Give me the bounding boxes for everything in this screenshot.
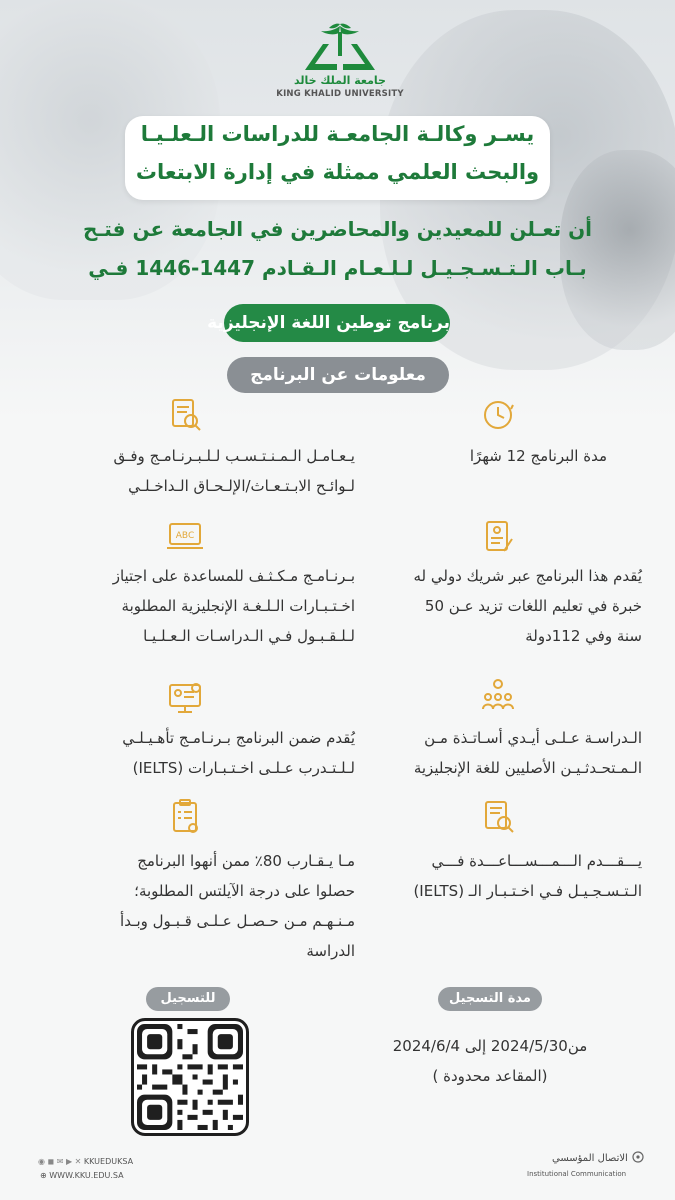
registration-dates: من2024/5/30 إلى 2024/6/4: [392, 1037, 588, 1055]
duration-text: مدة البرنامج 12 شهرًا: [469, 447, 607, 465]
certificate-icon: [478, 517, 518, 557]
clock-icon: [478, 395, 518, 435]
heading-line-1: يسـر وكالـة الجامعـة للدراسات الـعلـيـا: [140, 122, 535, 146]
globe-icon: ⊕: [40, 1171, 50, 1180]
qr-code-icon: [137, 1024, 243, 1130]
communication-logo-icon: [631, 1150, 645, 1164]
heading-line-2: والبحث العلمي ممثلة في إدارة الابتعاث: [135, 160, 540, 184]
department-arabic: الاتصال المؤسسي: [552, 1153, 628, 1164]
palm-logo-icon: [285, 20, 395, 76]
monitor-profile-icon: [165, 678, 205, 718]
website-link[interactable]: ⊕ WWW.KKU.EDU.SA: [40, 1171, 124, 1180]
program-name-badge: برنامج توطين اللغة الإنجليزية: [224, 304, 450, 342]
regulation-text: يـعـامـل الـمـنـتـسـب لـلـبـرنـامـج وفـق لـوائـح الابـتـعـاث/الإلـحـاق الـداخـلـي: [113, 447, 355, 495]
heading-line-3: أن تعـلن للمعيدين والمحاضرين في الجامعة عن فتـح: [82, 217, 593, 241]
teachers-group-icon: [478, 675, 518, 715]
success-text: مـا يـقـارب 80٪ ممن أنهوا البرنامج حصلوا على درجة الآيلتس المطلوبة؛ مـنـهـم مـن حـصـل عـلـى قـبـول وبـدأ الدراسة: [120, 852, 355, 960]
university-logo: [276, 20, 404, 100]
teachers-text: الـدراسـة عـلـى أيـدي أسـاتـذة مـن الـمـتحـدثـيـن الأصليين للغة الإنجليزية: [413, 729, 642, 777]
registration-qr-code[interactable]: [131, 1018, 249, 1136]
logo-english-text: KING KHALID UNIVERSITY: [276, 89, 404, 99]
intensive-text: بـرنـامـج مـكـثـف للمساعدة على اجتياز اخـتـبـارات الـلـغـة الإنجليزية المطلوبة لـلـقـبـول فـي الـدراسـات الـعـلـيـا: [112, 567, 355, 645]
register-badge: للتسجيل: [146, 987, 230, 1011]
checklist-icon: [165, 797, 205, 837]
registration-period-badge: مدة التسجيل: [438, 987, 542, 1011]
partner-text: يُقدم هذا البرنامج عبر شريك دولي له خبرة في تعليم اللغات تزيد عـن 50 سنة وفي 112دولة: [413, 567, 642, 645]
seats-limited-note: (المقاعد محدودة ): [432, 1067, 548, 1085]
report-search-icon: [478, 797, 518, 837]
document-search-icon: [165, 395, 205, 435]
svg-text:ABC: ABC: [175, 531, 195, 541]
info-title-badge: معلومات عن البرنامج: [227, 357, 449, 393]
logo-arabic-text: جامعة الملك خالد: [294, 74, 386, 87]
social-icons: ◉ ◼ ✉ ▶ ✕: [38, 1157, 84, 1166]
abc-laptop-icon: [165, 517, 205, 557]
heading-line-4: بـاب الـتـسـجـيـل لـلـعـام الـقـادم 1447-1446 فـي: [88, 256, 587, 280]
social-handle: ◉ ◼ ✉ ▶ ✕ KKUEDUKSA: [38, 1157, 134, 1166]
ielts-registration-text: يـــقـــدم الـــمـــســـاعـــدة فـــي الـتـسـجـيـل فـي اخـتـبـار الـ (IELTS): [413, 852, 642, 900]
department-english: Institutional Communication: [527, 1170, 627, 1178]
ielts-prep-text: يُقدم ضمن البرنامج بـرنـامـج تأهـيـلـي لـلـتـدرب عـلـى اخـتـبـارات (IELTS): [122, 729, 355, 777]
